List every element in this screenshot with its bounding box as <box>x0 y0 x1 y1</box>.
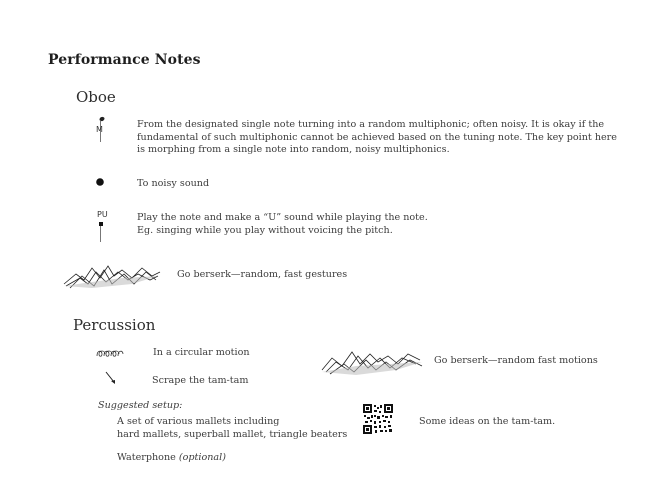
waterphone-text: Waterphone <box>117 452 176 463</box>
noisy-sound-notehead-icon <box>95 176 105 188</box>
pu-line-2: Eg. singing while you play without voicing the pitch. <box>137 224 393 236</box>
berserk-scribble-icon <box>62 262 162 290</box>
noisy-sound-text: To noisy sound <box>137 178 210 189</box>
percussion-berserk-scribble-icon <box>320 348 424 376</box>
pu-description <box>137 212 428 237</box>
percussion-heading: Percussion <box>73 316 156 334</box>
setup-line-2: hard mallets, superball mallet, triangle beaters <box>117 428 348 440</box>
setup-description <box>117 416 347 441</box>
scrape-text: Scrape the tam-tam <box>152 375 249 386</box>
multiphonic-line-2: fundamental of such multiphonic cannot be achieved based on the tuning note. The key point here <box>137 131 617 143</box>
qr-code-caption: Some ideas on the tam-tam. <box>419 416 556 427</box>
pu-symbol: PU <box>97 210 108 219</box>
multiphonic-symbol: M <box>96 125 103 134</box>
percussion-berserk-text: Go berserk—random fast motions <box>434 355 598 366</box>
suggested-setup-label: Suggested setup: <box>98 400 183 411</box>
oboe-heading: Oboe <box>76 88 116 106</box>
pu-line-1: Play the note and make a “U” sound while playing the note. <box>137 212 428 223</box>
qr-code-icon[interactable] <box>363 404 393 434</box>
scrape-arrow-icon <box>104 370 118 386</box>
circular-motion-text: In a circular motion <box>153 347 250 358</box>
circular-motion-icon <box>96 348 124 358</box>
waterphone-optional: (optional) <box>178 452 226 463</box>
page-title: Performance Notes <box>48 52 201 68</box>
multiphonic-line-3: is morphing from a single note into random, noisy multiphonics. <box>137 144 450 155</box>
waterphone-line <box>117 452 226 465</box>
multiphonic-line-1: From the designated single note turning into a random multiphonic; often noisy. It is okay if the <box>137 119 605 130</box>
oboe-berserk-text: Go berserk—random, fast gestures <box>177 269 348 280</box>
setup-line-1: A set of various mallets including <box>117 416 280 427</box>
pu-notehead-icon <box>97 220 107 244</box>
multiphonic-description <box>137 119 617 157</box>
